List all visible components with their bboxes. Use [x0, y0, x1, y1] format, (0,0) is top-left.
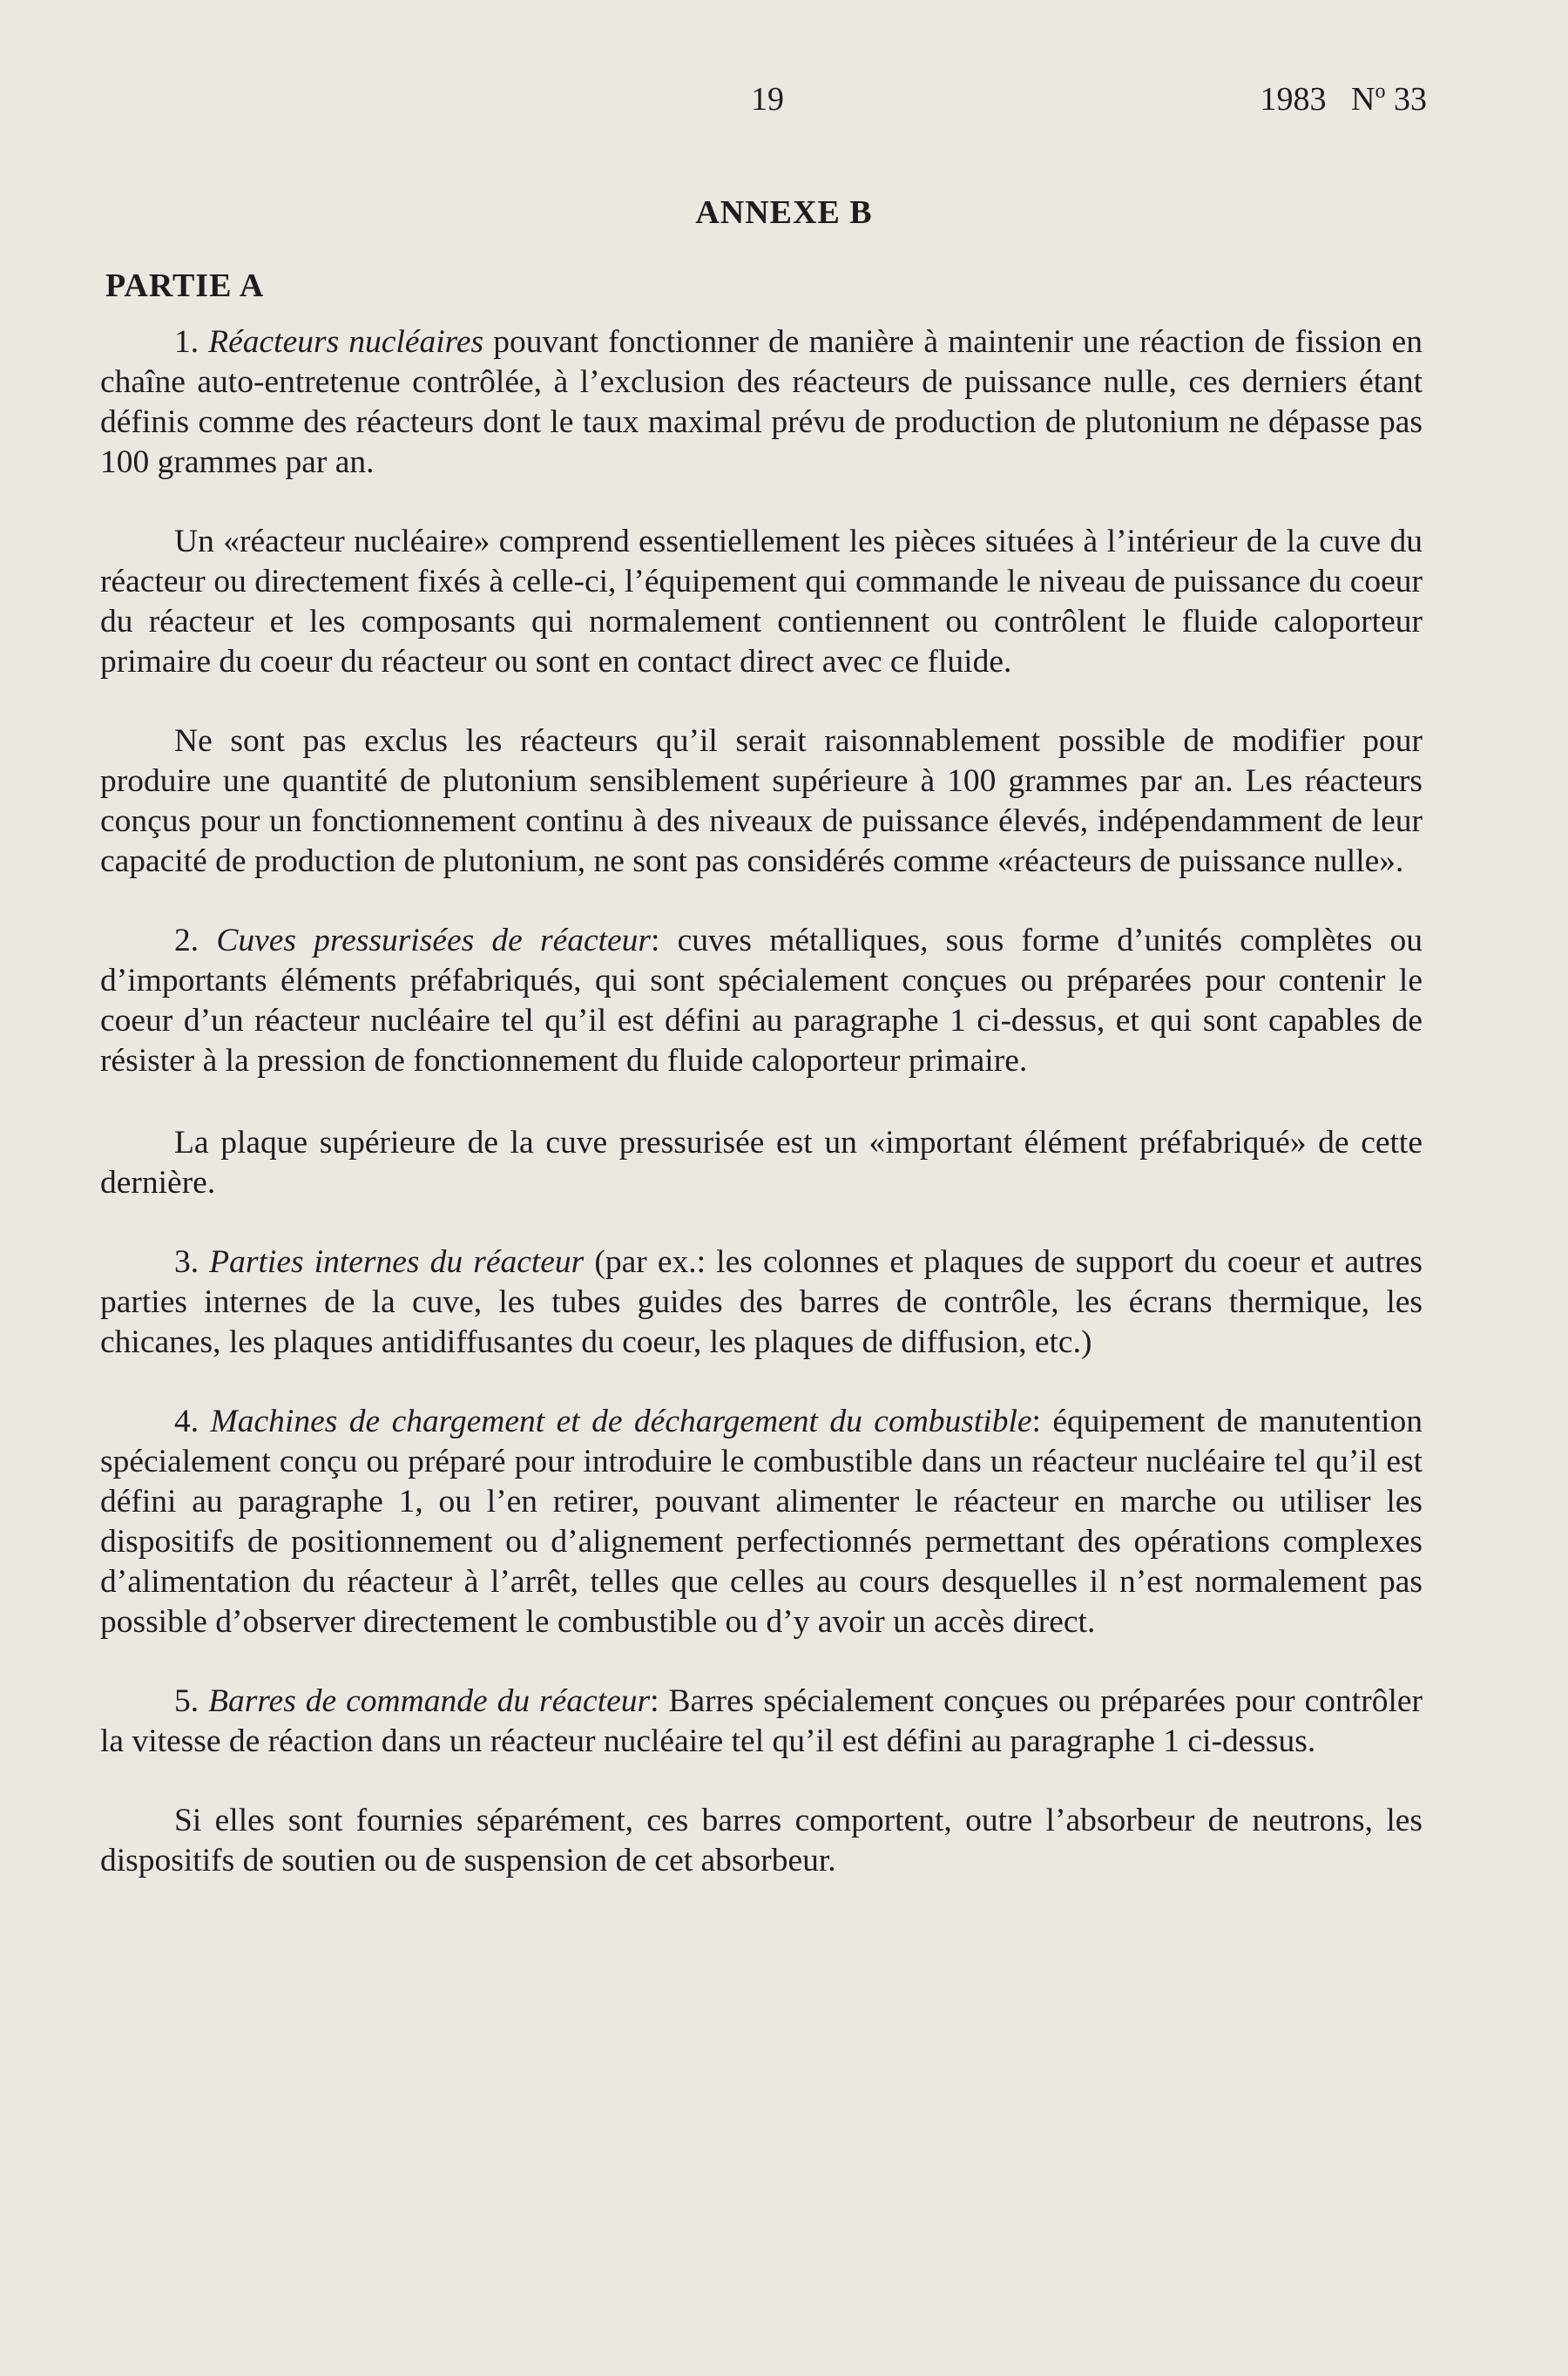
paragraph-text: : cuves métalliques, sous forme d’unités complètes ou d’importants éléments préfabriqués, qui sont spécialement conçues ou préparées pour contenir le coeur d’un réacteur nucléaire tel qu’il est défini au paragraphe 1 ci-dessus, et qui sont capables de résister à la pression de fonctionnement du fluide caloporteur primaire.: [100, 923, 1423, 1079]
paragraph-5-note: [100, 1801, 1423, 1881]
paragraph-number: 1.: [174, 324, 199, 360]
paragraph-1-exclusions: [100, 721, 1423, 882]
paragraph-term: Barres de commande du réacteur: [208, 1683, 651, 1719]
paragraph-text: pouvant fonctionner de manière à maintenir une réaction de fission en chaîne auto-entretenue contrôlée, à l’exclusion des réacteurs de puissance nulle, ces derniers étant définis comme des réacteurs dont le taux maximal prévu de production de plutonium ne dépasse pas 100 grammes par an.: [100, 324, 1423, 480]
paragraph-term: Réacteurs nucléaires: [208, 324, 484, 360]
paragraph-1: [100, 322, 1423, 483]
page-number: 19: [751, 81, 784, 118]
paragraph-2-note: [100, 1123, 1423, 1203]
paragraph-text: : Barres spécialement conçues ou préparées pour contrôler la vitesse de réaction dans un réacteur nucléaire tel qu’il est défini au paragraphe 1 ci-dessus.: [100, 1683, 1423, 1759]
issue-reference: [1260, 80, 1427, 118]
issue-year: 1983: [1260, 81, 1327, 118]
paragraph-number: 2.: [174, 923, 199, 958]
paragraph-text: Si elles sont fournies séparément, ces barres comportent, outre l’absorbeur de neutrons, les dispositifs de soutien ou de suspension de cet absorbeur.: [100, 1803, 1423, 1878]
annex-title: ANNEXE B: [695, 194, 873, 231]
paragraph-text: La plaque supérieure de la cuve pressurisée est un «important élément préfabriqué» de cette dernière.: [100, 1125, 1423, 1201]
paragraph-term: Cuves pressurisées de réacteur: [216, 923, 652, 958]
paragraph-4: [100, 1402, 1423, 1642]
paragraph-5: [100, 1682, 1423, 1762]
paragraph-term: Parties internes du réacteur: [209, 1244, 585, 1280]
issue-number: 33: [1394, 81, 1427, 118]
paragraph-term: Machines de chargement et de déchargement du combustible: [210, 1404, 1032, 1439]
paragraph-number: 5.: [174, 1683, 199, 1719]
paragraph-text: (par ex.: les colonnes et plaques de support du coeur et autres parties internes de la cuve, les tubes guides des barres de contrôle, les écrans thermique, les chicanes, les plaques antidiffusantes du coeur, les plaques de diffusion, etc.): [100, 1244, 1423, 1360]
paragraph-3: [100, 1242, 1423, 1363]
paragraph-text: Un «réacteur nucléaire» comprend essentiellement les pièces situées à l’intérieur de la cuve du réacteur ou directement fixés à celle-ci, l’équipement qui commande le niveau de puissance du coeur du réacteur et les composants qui normalement contiennent ou contrôlent le fluide caloporteur primaire du coeur du réacteur ou sont en contact direct avec ce fluide.: [100, 524, 1423, 680]
paragraph-1-definition: [100, 522, 1423, 682]
part-title: PARTIE A: [105, 267, 265, 304]
paragraph-text: : équipement de manutention spécialement conçu ou préparé pour introduire le combustible dans un réacteur nucléaire tel qu’il est défini au paragraphe 1, ou l’en retirer, pouvant alimenter le réacteur en marche ou utiliser les dispositifs de positionnement ou d’alignement perfectionnés permettant des opérations complexes d’alimentation du réacteur à l’arrêt, telles que celles au cours desquelles il n’est normalement pas possible d’observer directement le combustible ou d’y avoir un accès direct.: [100, 1404, 1423, 1640]
paragraph-number: 4.: [174, 1404, 199, 1439]
paragraph-text: Ne sont pas exclus les réacteurs qu’il serait raisonnablement possible de modifier pour produire une quantité de plutonium sensiblement supérieure à 100 grammes par an. Les réacteurs conçus pour un fonctionnement continu à des niveaux de puissance élevés, indépendamment de leur capacité de production de plutonium, ne sont pas considérés comme «réacteurs de puissance nulle».: [100, 723, 1423, 879]
document-body: [100, 322, 1423, 1920]
paragraph-number: 3.: [174, 1244, 199, 1280]
issue-prefix: N: [1351, 81, 1375, 118]
paragraph-2: [100, 921, 1423, 1081]
issue-sup: o: [1375, 80, 1386, 103]
page-header: [0, 80, 1568, 132]
